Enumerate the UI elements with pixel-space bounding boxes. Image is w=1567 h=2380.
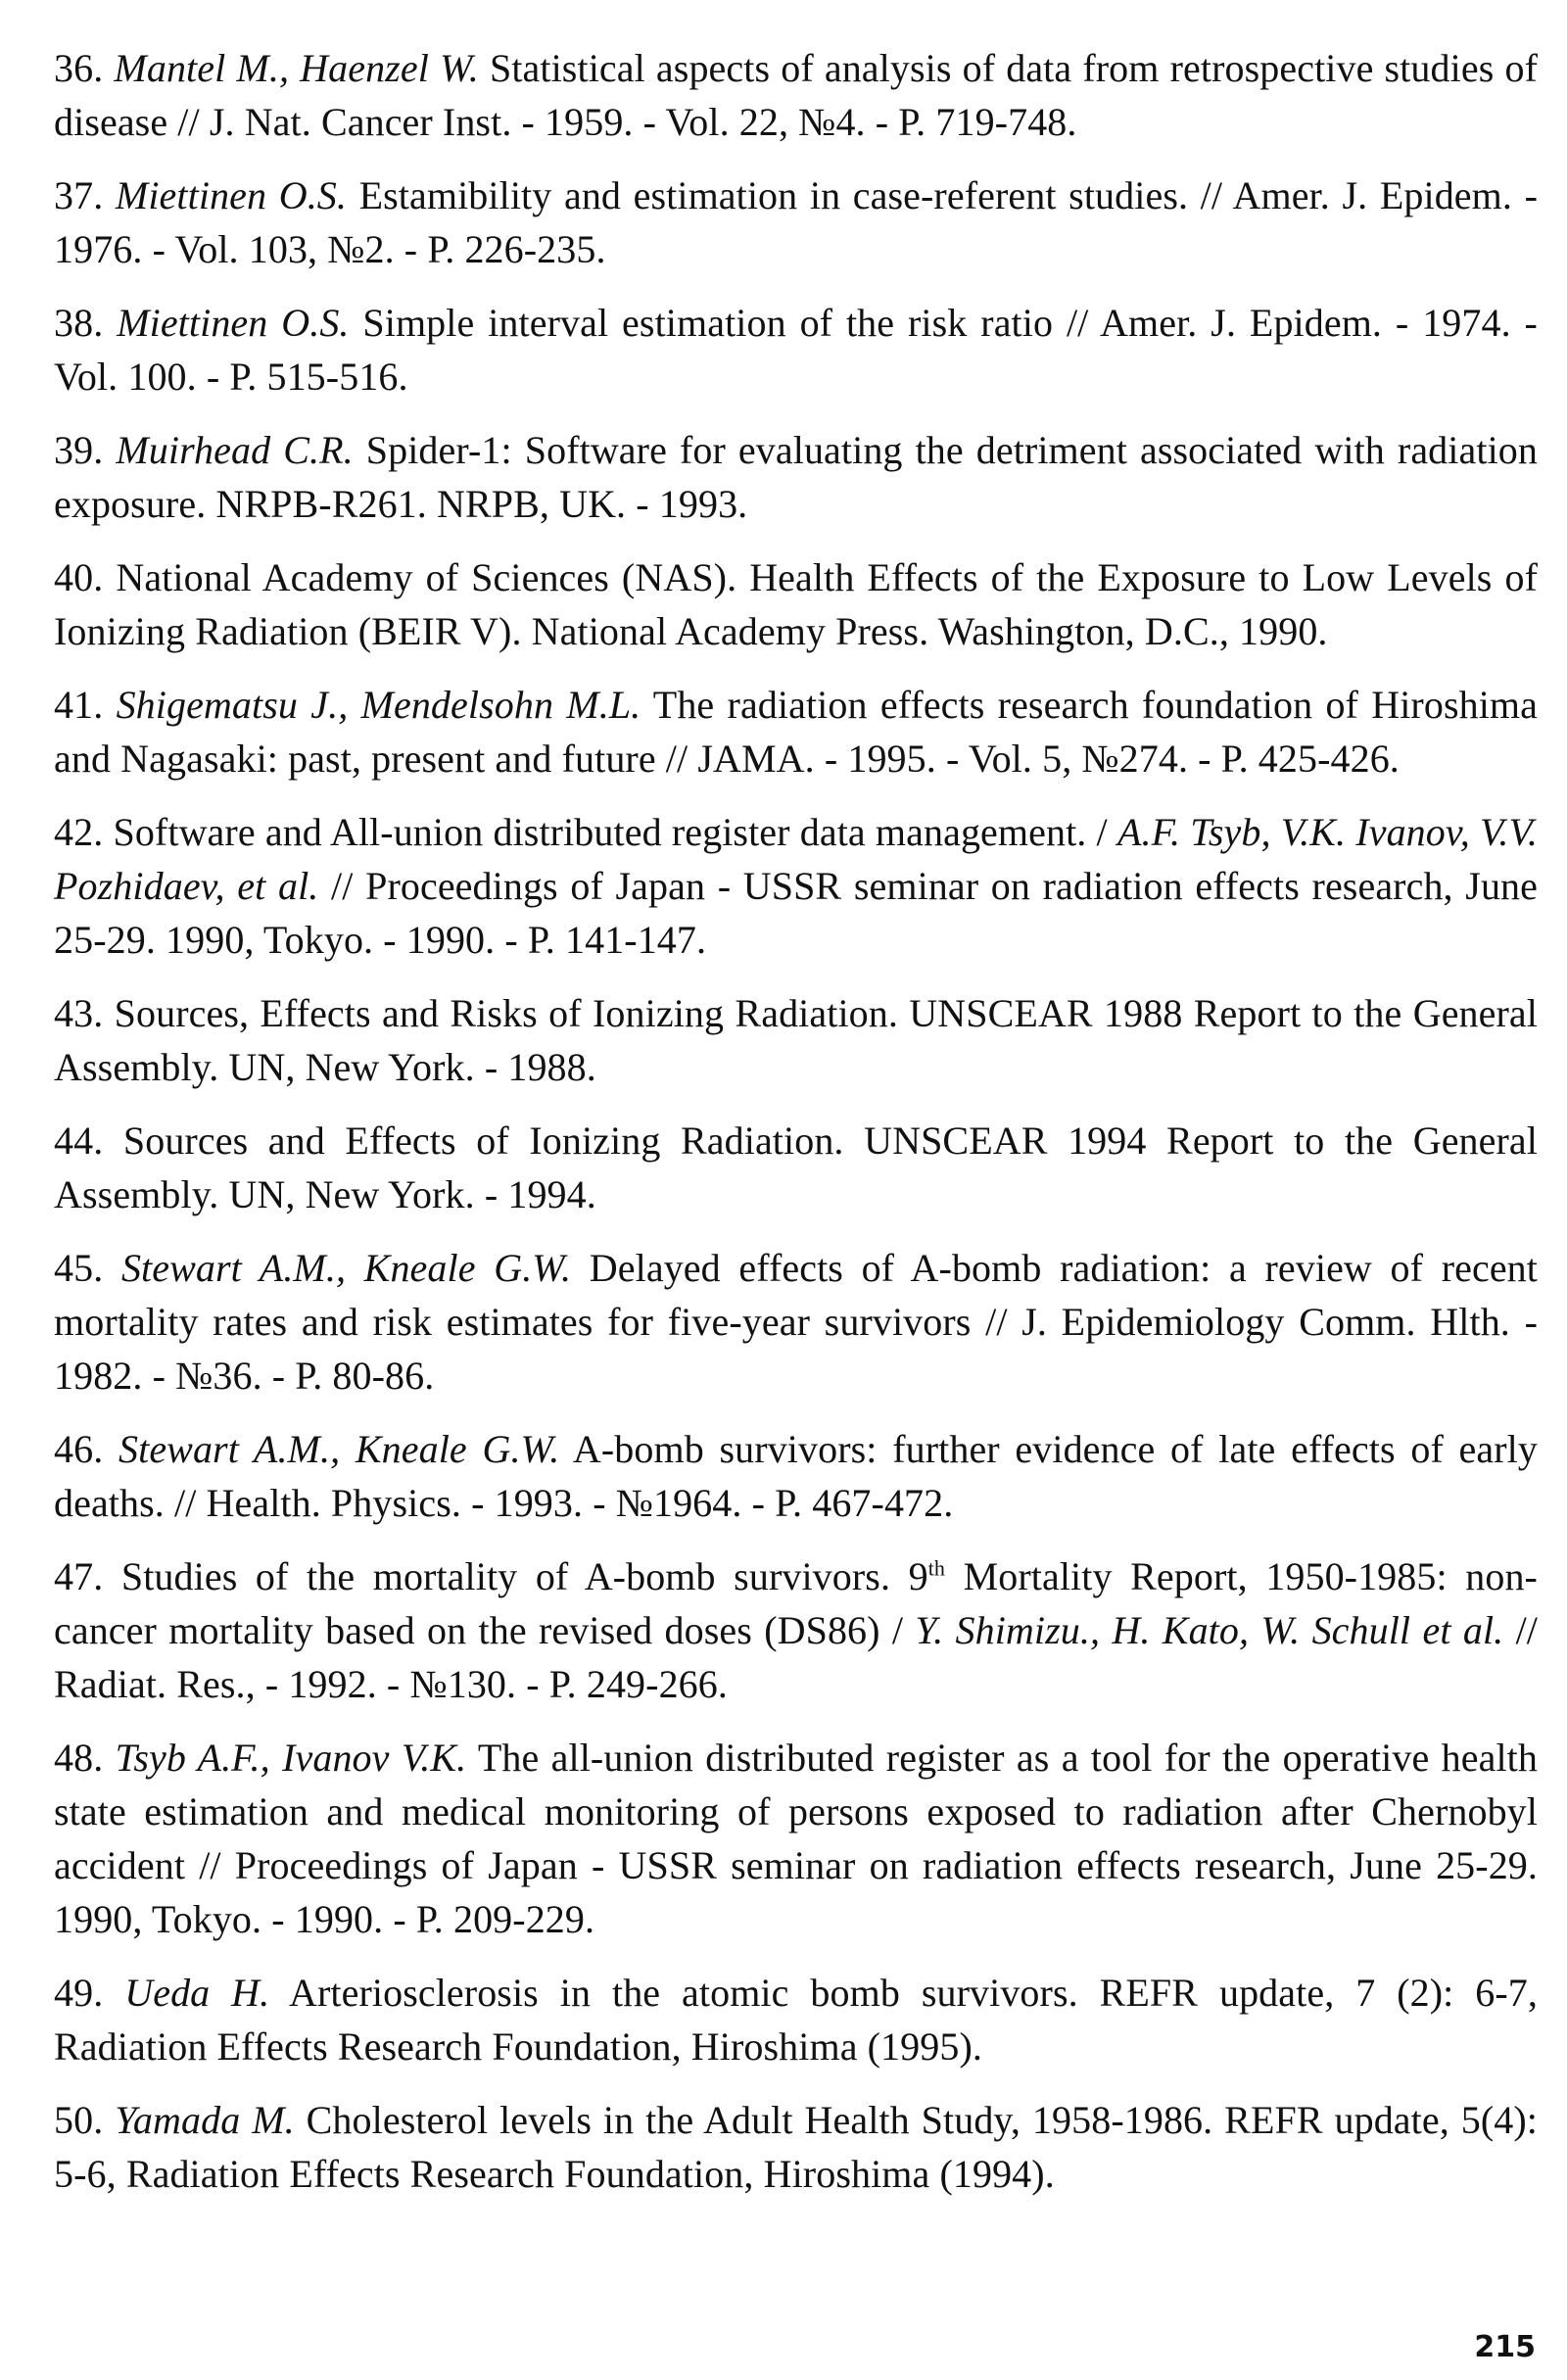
reference-text: Statistical aspects of analysis of data from retrospective studies of disease // J. Nat. Cancer Inst. - 1959. - Vol. 22, №4. - P. 719-748. [54, 46, 1538, 144]
reference-authors: Mantel M., Haenzel W. [114, 46, 479, 90]
reference-45 [54, 1241, 1538, 1403]
reference-text: A-bomb survivors: further evidence of late effects of early deaths. // Health. Physics. - 1993. - №1964. - P. 467-472. [54, 1427, 1538, 1525]
reference-50 [54, 2093, 1538, 2201]
reference-text-after: // Radiat. Res., - 1992. - №130. - P. 249-266. [54, 1608, 1539, 1706]
reference-number: 37. [54, 173, 104, 217]
reference-number: 45. [54, 1246, 104, 1290]
reference-text: Cholesterol levels in the Adult Health Study, 1958-1986. REFR update, 5(4): 5-6, Radiation Effects Research Foundation, Hiroshima (1994). [54, 2098, 1538, 2196]
reference-text: The all-union distributed register as a tool for the operative health state estimation and medical monitoring of persons exposed to radiation after Chernobyl accident // Proceedings of Japan - USSR seminar on radiation effects research, June 25-29. 1990, Tokyo. - 1990. - P. 209-229. [54, 1736, 1538, 1941]
reference-text: National Academy of Sciences (NAS). Health Effects of the Exposure to Low Levels of Ionizing Radiation (BEIR V). National Academy Press. Washington, D.C., 1990. [54, 555, 1538, 653]
reference-authors: Shigematsu J., Mendelsohn M.L. [116, 683, 641, 727]
reference-47 [54, 1549, 1538, 1711]
reference-38 [54, 296, 1538, 404]
reference-text: Estamibility and estimation in case-referent studies. // Amer. J. Epidem. - 1976. - Vol. 103, №2. - P. 226-235. [54, 173, 1538, 271]
reference-number: 36. [54, 46, 104, 90]
reference-number: 49. [54, 1971, 104, 2015]
reference-authors: Miettinen O.S. [117, 301, 350, 345]
reference-text: Delayed effects of A-bomb radiation: a review of recent mortality rates and risk estimates for five-year survivors // J. Epidemiology Comm. Hlth. - 1982. - №36. - P. 80-86. [54, 1246, 1538, 1398]
reference-authors: Stewart A.M., Kneale G.W. [120, 1246, 572, 1290]
reference-authors: Tsyb A.F., Ivanov V.K. [115, 1736, 467, 1780]
reference-number: 47. [54, 1554, 104, 1598]
reference-text: Simple interval estimation of the risk ratio // Amer. J. Epidem. - 1974. - Vol. 100. - P. 515-516. [54, 301, 1538, 399]
reference-number: 46. [54, 1427, 104, 1471]
reference-text-before: Software and All-union distributed register data management. / [113, 810, 1117, 854]
reference-text: The radiation effects research foundation of Hiroshima and Nagasaki: past, present and future // JAMA. - 1995. - Vol. 5, №274. - P. 425-426. [54, 683, 1538, 781]
reference-44 [54, 1114, 1538, 1221]
reference-superscript: th [927, 1555, 946, 1581]
reference-36 [54, 41, 1538, 149]
reference-43 [54, 986, 1538, 1094]
reference-text: Sources, Effects and Risks of Ionizing Radiation. UNSCEAR 1988 Report to the General Assembly. UN, New York. - 1988. [54, 991, 1538, 1089]
reference-number: 44. [54, 1119, 104, 1163]
reference-41 [54, 678, 1538, 785]
reference-text: Spider-1: Software for evaluating the detriment associated with radiation exposure. NRPB-R261. NRPB, UK. - 1993. [54, 428, 1538, 526]
reference-number: 39. [54, 428, 104, 472]
reference-48 [54, 1731, 1538, 1946]
reference-49 [54, 1966, 1538, 2073]
reference-46 [54, 1422, 1538, 1530]
reference-authors: A.F. Tsyb, V.K. Ivanov, V.V. Pozhidaev, et al. [54, 810, 1538, 908]
reference-authors: Stewart A.M., Kneale G.W. [119, 1427, 560, 1471]
reference-text: Arteriosclerosis in the atomic bomb survivors. REFR update, 7 (2): 6-7, Radiation Effects Research Foundation, Hiroshima (1995). [54, 1971, 1538, 2069]
reference-text-middle: Mortality Report, 1950-1985: non-cancer mortality based on the revised doses (DS86) / [54, 1554, 1538, 1652]
reference-number: 43. [54, 991, 104, 1035]
reference-text-before: Studies of the mortality of A-bomb survivors. 9 [120, 1554, 928, 1598]
reference-authors: Ueda H. [124, 1971, 270, 2015]
page-number: 215 [1474, 2330, 1536, 2364]
reference-42 [54, 805, 1538, 967]
reference-number: 40. [54, 555, 104, 599]
reference-list [54, 41, 1538, 2220]
reference-text-after: // Proceedings of Japan - USSR seminar on radiation effects research, June 25-29. 1990, Tokyo. - 1990. - P. 141-147. [54, 864, 1538, 962]
reference-number: 42. [54, 810, 104, 854]
reference-number: 41. [54, 683, 104, 727]
reference-number: 38. [54, 301, 104, 345]
reference-authors: Miettinen O.S. [115, 173, 347, 217]
reference-authors: Y. Shimizu., H. Kato, W. Schull et al. [915, 1608, 1504, 1652]
reference-text: Sources and Effects of Ionizing Radiation. UNSCEAR 1994 Report to the General Assembly. UN, New York. - 1994. [54, 1119, 1538, 1216]
reference-number: 50. [54, 2098, 104, 2142]
reference-authors: Muirhead C.R. [116, 428, 354, 472]
reference-39 [54, 423, 1538, 531]
reference-number: 48. [54, 1736, 104, 1780]
reference-authors: Yamada M. [115, 2098, 295, 2142]
reference-40 [54, 550, 1538, 658]
reference-37 [54, 168, 1538, 276]
